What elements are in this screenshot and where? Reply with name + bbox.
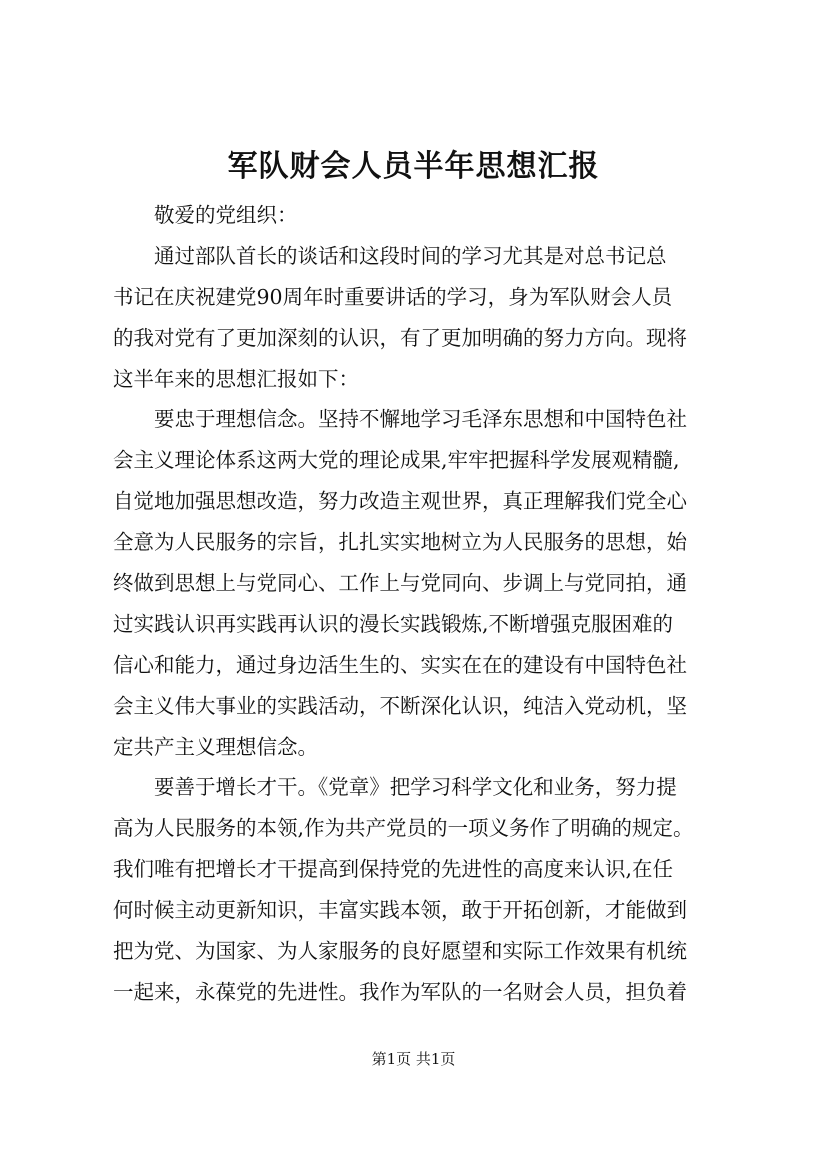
- document-body: [113, 195, 733, 1013]
- paragraph-line: 一起来，永葆党的先进性。我作为军队的一名财会人员，担负着: [113, 979, 687, 1004]
- paragraph-line: 把为党、为国家、为人家服务的良好愿望和实际工作效果有机统: [113, 939, 687, 964]
- paragraph-line: 信心和能力，通过身边活生生的、实实在在的建设有中国特色社: [113, 652, 687, 677]
- paragraph-line: 这半年来的思想汇报如下：: [113, 366, 359, 391]
- paragraph-line: 会主义理论体系这两大党的理论成果,牢牢把握科学发展观精髓,: [113, 448, 680, 473]
- paragraph-line: 要善于增长才干。《党章》把学习科学文化和业务，努力提: [154, 775, 677, 800]
- paragraph-line: 终做到思想上与党同心、工作上与党同向、步调上与党同拍，通: [113, 571, 687, 596]
- page-number-footer: 第1页 共1页: [371, 1050, 456, 1068]
- paragraph-line: 的我对党有了更加深刻的认识，有了更加明确的努力方向。现将: [113, 325, 687, 350]
- paragraph-line: 我们唯有把增长才干提高到保持党的先进性的高度来认识,在任: [113, 857, 674, 882]
- paragraph-line: 通过部队首长的谈话和这段时间的学习尤其是对总书记总: [154, 243, 667, 268]
- document-title: 军队财会人员半年思想汇报: [227, 149, 600, 184]
- paragraph-line: 要忠于理想信念。坚持不懈地学习毛泽东思想和中国特色社: [154, 407, 687, 432]
- paragraph-line: 全意为人民服务的宗旨，扎扎实实地树立为人民服务的思想，始: [113, 530, 687, 555]
- paragraph-line: 自觉地加强思想改造，努力改造主观世界，真正理解我们党全心: [113, 489, 687, 514]
- paragraph-line: 高为人民服务的本领,作为共产党员的一项义务作了明确的规定。: [113, 816, 694, 841]
- paragraph-line: 定共产主义理想信念。: [113, 734, 318, 759]
- paragraph-line: 书记在庆祝建党90周年时重要讲话的学习，身为军队财会人员: [113, 284, 673, 309]
- paragraph-line: 过实践认识再实践再认识的漫长实践锻炼,不断增强克服困难的: [113, 611, 674, 636]
- salutation-line: 敬爱的党组织：: [154, 203, 298, 227]
- paragraph-line: 会主义伟大事业的实践活动，不断深化认识，纯洁入党动机，坚: [113, 693, 687, 718]
- paragraph-line: 何时候主动更新知识，丰富实践本领，敢于开拓创新，才能做到: [113, 898, 687, 923]
